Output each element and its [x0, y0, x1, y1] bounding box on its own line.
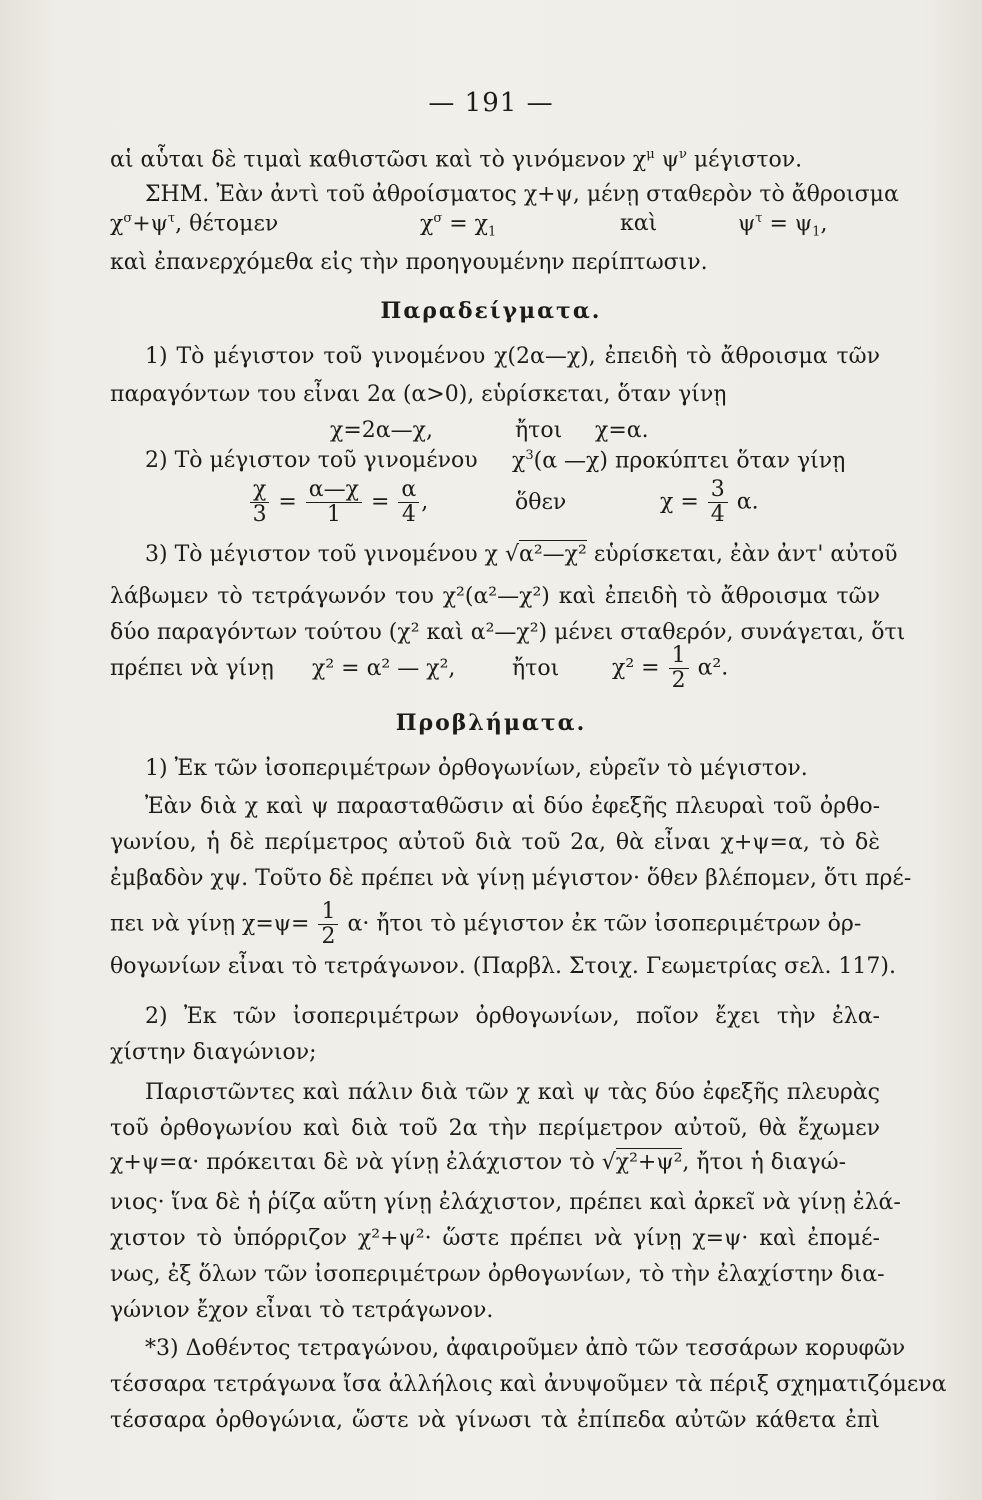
- text-line: [110, 211, 278, 236]
- equation: χ² = α² — χ²,: [312, 656, 456, 681]
- text-line: [110, 138, 880, 177]
- numerator: χ: [250, 478, 269, 503]
- denominator: 3: [252, 502, 267, 527]
- text-span: χ: [110, 211, 124, 237]
- exponent: 3: [525, 448, 534, 463]
- text-line: Ἐὰν διὰ χ καὶ ψ παρασταθῶσιν αἱ δύο ἐφεξῆς πλευραὶ τοῦ ὀρθο-: [145, 794, 880, 819]
- text-span: +ψ: [132, 211, 168, 237]
- exponent: μ: [646, 147, 655, 162]
- text-line: τέσσαρα ὀρθογώνια, ὥστε νὰ γίνωσι τὰ ἐπίπεδα αὐτῶν κάθετα ἐπὶ: [110, 1408, 880, 1433]
- equation: χ=α.: [595, 418, 649, 443]
- equation: [248, 478, 428, 527]
- text-span: χ: [420, 211, 434, 237]
- fraction: [250, 478, 269, 527]
- text-span: εὑρίσκεται, ἐὰν ἀντ' αὐτοῦ: [593, 542, 898, 567]
- denominator: 1: [326, 502, 341, 527]
- numerator: α—χ: [306, 478, 362, 503]
- equation: [420, 211, 496, 240]
- text-span: αἱ αὗται δὲ τιμαὶ καθιστῶσι καὶ τὸ γινόμενον χ: [110, 147, 647, 173]
- text-line: καὶ ἐπανερχόμεθα εἰς τὴν προηγουμένην περίπτωσιν.: [110, 250, 708, 275]
- root-sign: √: [601, 1150, 616, 1175]
- text-span: ,: [820, 211, 828, 237]
- text-span: ὅθεν: [515, 490, 567, 515]
- equation: χ=2α—χ,: [330, 418, 433, 443]
- text-span: καὶ: [620, 211, 658, 236]
- section-heading: Παραδείγματα.: [380, 298, 602, 324]
- text-span: ψ: [661, 147, 679, 173]
- text-span: χ+ψ=α· πρόκειται δὲ νὰ γίνῃ ἐλάχιστον τὸ: [110, 1150, 595, 1175]
- numerator: 1: [318, 900, 338, 925]
- exponent: σ: [123, 211, 133, 226]
- text-line: [110, 900, 861, 949]
- denominator: 4: [401, 502, 416, 527]
- denominator: 2: [671, 668, 686, 693]
- text-span: α.: [736, 489, 759, 515]
- denominator: 4: [710, 502, 725, 527]
- text-line: νως, ἐξ ὅλων τῶν ἰσοπεριμέτρων ὀρθογωνίων, τὸ τὴν ἐλαχίστην δια-: [110, 1262, 885, 1287]
- text-span: ἤτοι: [512, 656, 560, 681]
- text-span: μέγιστον.: [693, 147, 803, 173]
- text-line: χιστον τὸ ὑπόρριζον χ²+ψ²· ὥστε πρέπει νὰ γίνῃ χ=ψ· καὶ ἐπομέ-: [110, 1226, 880, 1251]
- text-line: λάβωμεν τὸ τετράγωνόν του χ²(α²—χ²) καὶ ἐπειδὴ τὸ ἄθροισμα τῶν: [110, 584, 880, 609]
- text-span: χ² =: [612, 655, 660, 681]
- equation: [660, 478, 759, 527]
- text-line: [145, 542, 897, 567]
- text-span: =: [370, 489, 390, 515]
- text-span: =: [278, 489, 297, 515]
- text-span: ,: [421, 489, 429, 515]
- text-span: χ: [512, 448, 526, 474]
- fraction: [306, 478, 362, 527]
- root-sign: √: [504, 542, 519, 567]
- text-span: = ψ: [769, 211, 813, 237]
- page-number: — 191 —: [428, 88, 554, 118]
- text-span: α· ἤτοι τὸ μέγιστον ἐκ τῶν ἰσοπεριμέτρων ὀρ-: [347, 911, 862, 937]
- text-span: (α —χ) προκύπτει ὅταν γίνῃ: [533, 448, 846, 474]
- text-span: ἤτοι: [515, 418, 563, 443]
- text-line: δύο παραγόντων τούτου (χ² καὶ α²—χ²) μένει σταθερόν, συνάγεται, ὅτι: [110, 620, 906, 645]
- equation: [512, 448, 845, 473]
- numerator: 1: [669, 644, 689, 669]
- text-line: νιος· ἵνα δὲ ἡ ῥίζα αὕτη γίνῃ ἐλάχιστον, πρέπει καὶ ἀρκεῖ νὰ γίνῃ ἐλά-: [110, 1190, 901, 1215]
- text-line: παραγόντων του εἶναι 2α (α>0), εὑρίσκεται, ὅταν γίνῃ: [110, 382, 727, 407]
- text-line: Παριστῶντες καὶ πάλιν διὰ τῶν χ καὶ ψ τὰς δύο ἐφεξῆς πλευρὰς: [145, 1080, 880, 1105]
- text-span: 3) Τὸ μέγιστον τοῦ γινομένου χ: [145, 542, 498, 567]
- section-heading: Προβλήματα.: [395, 710, 587, 736]
- subscript: 1: [487, 224, 497, 240]
- exponent: τ: [755, 211, 763, 226]
- text-line: ΣΗΜ. Ἐὰν ἀντὶ τοῦ ἀθροίσματος χ+ψ, μένῃ σταθερὸν τὸ ἄθροισμα: [145, 182, 899, 207]
- text-line: ἐμβαδὸν χψ. Τοῦτο δὲ πρέπει νὰ γίνῃ μέγιστον· ὅθεν βλέπομεν, ὅτι πρέ-: [110, 866, 912, 891]
- radicand: χ²+ψ²: [615, 1150, 683, 1175]
- subscript: 1: [812, 224, 821, 240]
- fraction: [318, 900, 338, 949]
- exponent: σ: [433, 211, 443, 226]
- text-span: = χ: [449, 211, 488, 237]
- text-line: *3) Δοθέντος τετραγώνου, ἀφαιροῦμεν ἀπὸ τῶν τεσσάρων κορυφῶν: [145, 1336, 906, 1361]
- radicand: α²—χ²: [518, 542, 587, 567]
- numerator: 3: [708, 478, 728, 503]
- text-line: χίστην διαγώνιον;: [110, 1040, 317, 1065]
- numerator: α: [398, 478, 419, 503]
- fraction: [398, 478, 419, 527]
- text-line: 1) Ἐκ τῶν ἰσοπεριμέτρων ὀρθογωνίων, εὑρεῖν τὸ μέγιστον.: [145, 756, 808, 781]
- equation: [612, 644, 728, 693]
- text-line: γώνιον ἔχον εἶναι τὸ τετράγωνον.: [110, 1298, 494, 1323]
- text-line: [110, 1150, 846, 1175]
- text-span: , ἤτοι ἡ διαγώ-: [682, 1150, 847, 1175]
- text-line: 1) Τὸ μέγιστον τοῦ γινομένου χ(2α—χ), ἐπειδὴ τὸ ἄθροισμα τῶν: [145, 344, 880, 369]
- text-line: 2) Ἐκ τῶν ἰσοπεριμέτρων ὀρθογωνίων, ποῖον ἔχει τὴν ἐλα-: [145, 1004, 880, 1029]
- denominator: 2: [321, 924, 336, 949]
- text-line: τοῦ ὀρθογωνίου καὶ διὰ τοῦ 2α τὴν περίμετρον αὐτοῦ, θὰ ἔχωμεν: [110, 1116, 880, 1141]
- text-span: , θέτομεν: [175, 211, 279, 237]
- text-line: τέσσαρα τετράγωνα ἴσα ἀλλήλοις καὶ ἀνυψοῦμεν τὰ πέριξ σχηματιζόμενα: [110, 1372, 947, 1397]
- text-line: θογωνίων εἶναι τὸ τετράγωνον. (Παρβλ. Στοιχ. Γεωμετρίας σελ. 117).: [110, 954, 896, 979]
- text-span: α².: [697, 655, 729, 681]
- text-span: πει νὰ γίνῃ χ=ψ=: [110, 911, 310, 937]
- text-span: ψ: [738, 211, 756, 237]
- exponent: ν: [678, 147, 687, 162]
- text-span: πρέπει νὰ γίνῃ: [110, 656, 274, 681]
- text-line: γωνίου, ἡ δὲ περίμετρος αὐτοῦ διὰ τοῦ 2α, θὰ εἶναι χ+ψ=α, τὸ δὲ: [110, 830, 880, 855]
- text-span: 2) Τὸ μέγιστον τοῦ γινομένου: [145, 448, 478, 473]
- exponent: τ: [167, 211, 176, 226]
- fraction: [669, 644, 689, 693]
- equation: [738, 211, 827, 240]
- text-span: χ =: [660, 489, 699, 515]
- fraction: [708, 478, 728, 527]
